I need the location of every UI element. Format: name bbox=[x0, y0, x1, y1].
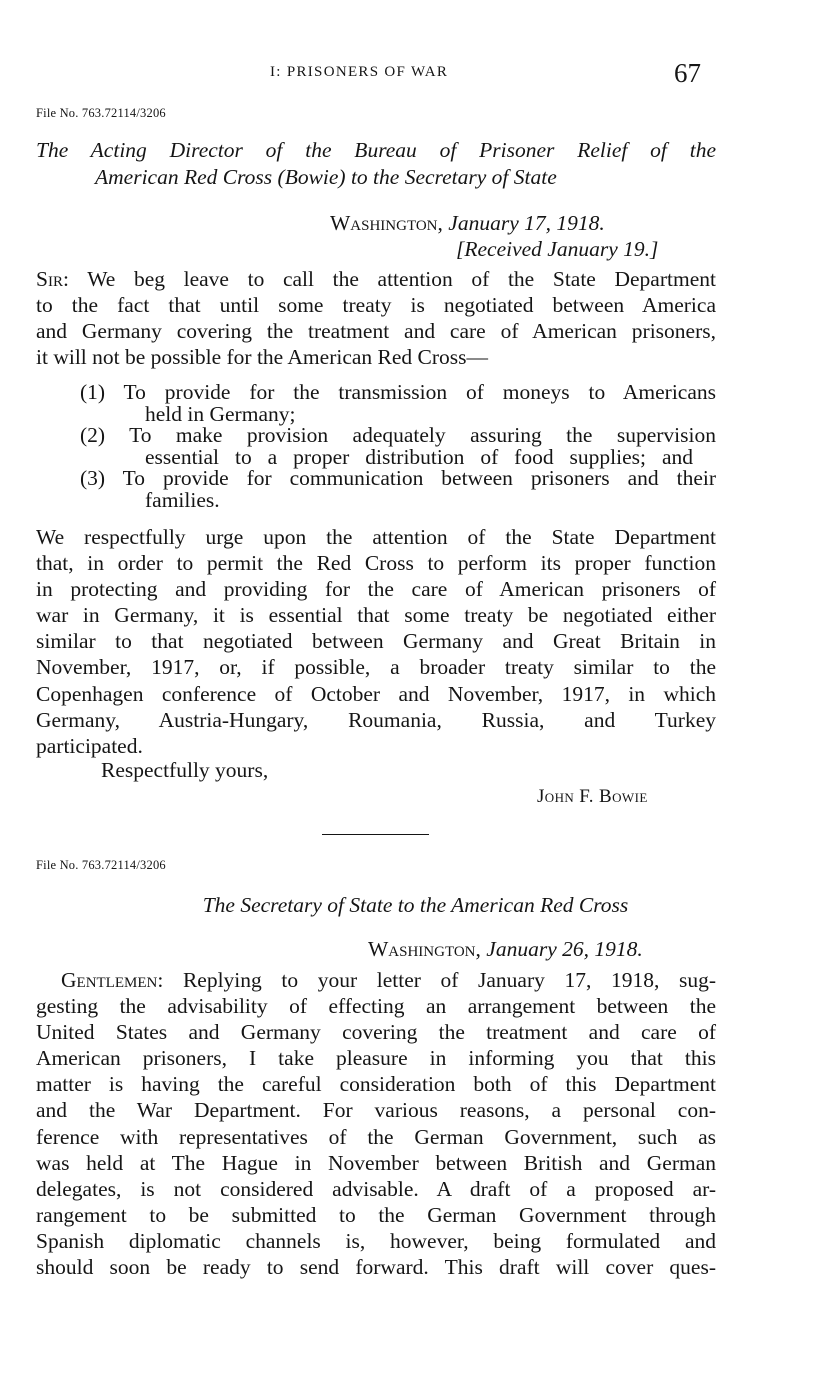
dateline-date: January 26, 1918. bbox=[486, 937, 643, 961]
text-line: participated. bbox=[36, 733, 143, 758]
file-number-value: 763.72114/3206 bbox=[81, 106, 166, 120]
list-item: (3) To provide for communication between prisoners and their bbox=[80, 466, 716, 490]
page-number: 67 bbox=[674, 58, 701, 88]
list-item: (1) To provide for the transmission of moneys to Americans bbox=[80, 380, 716, 404]
text-line: and the War Department. For various reasons, a personal con- bbox=[36, 1098, 716, 1123]
section-divider bbox=[322, 834, 429, 835]
salutation: Gentlemen: bbox=[61, 968, 164, 992]
dateline bbox=[368, 937, 643, 962]
text-line: We respectfully urge upon the attention of the State Department bbox=[36, 525, 716, 549]
text-line: it will not be possible for the American Red Cross— bbox=[36, 345, 489, 370]
text-line: that, in order to permit the Red Cross to perform its proper function bbox=[36, 551, 716, 576]
text-line: gesting the advisability of effecting an arrangement between the bbox=[36, 994, 716, 1019]
salutation: Sir: bbox=[36, 267, 69, 291]
file-label: File No. bbox=[36, 858, 79, 872]
heading-line: The Acting Director of the Bureau of Prisoner Relief of the bbox=[36, 138, 716, 162]
text-line: delegates, is not considered advisable. A draft of a proposed ar- bbox=[36, 1176, 716, 1201]
text-line: rangement to be submitted to the German Government through bbox=[36, 1202, 716, 1227]
paragraph-body bbox=[36, 967, 716, 1280]
text-line: American prisoners, I take pleasure in informing you that this bbox=[36, 1046, 716, 1071]
text-line: Germany, Austria-Hungary, Roumania, Russia, and Turkey bbox=[36, 707, 716, 732]
text-line: Replying to your letter of January 17, 1918, sug- bbox=[182, 968, 716, 992]
paragraph-body bbox=[36, 524, 716, 759]
text-line: similar to that negotiated between Germany and Great Britain in bbox=[36, 629, 716, 654]
letter-heading bbox=[36, 137, 716, 191]
text-line: ference with representatives of the German Government, such as bbox=[36, 1124, 716, 1149]
text-line: We beg leave to call the attention of the State Department bbox=[87, 267, 716, 291]
file-number bbox=[36, 858, 166, 873]
text-line: November, 1917, or, if possible, a broader treaty similar to the bbox=[36, 655, 716, 680]
dateline-place: Washington, bbox=[368, 937, 481, 961]
list-item-continuation: families. bbox=[145, 487, 220, 512]
letter-heading: The Secretary of State to the American Red Cross bbox=[202, 893, 629, 917]
list-item-continuation: essential to a proper distribution of food supplies; and bbox=[145, 444, 693, 469]
text-line: Copenhagen conference of October and November, 1917, in which bbox=[36, 681, 716, 706]
file-number bbox=[36, 106, 166, 121]
text-line: was held at The Hague in November between British and German bbox=[36, 1150, 716, 1175]
running-title: I: PRISONERS OF WAR bbox=[270, 64, 449, 80]
text-line: United States and Germany covering the treatment and care of bbox=[36, 1020, 716, 1045]
signature: John F. Bowie bbox=[537, 786, 648, 807]
text-line: to the fact that until some treaty is negotiated between America bbox=[36, 293, 716, 318]
list-item-continuation: held in Germany; bbox=[145, 401, 296, 426]
paragraph-intro bbox=[36, 266, 716, 370]
text-line: matter is having the careful consideration both of this Department bbox=[36, 1072, 716, 1097]
dateline bbox=[330, 211, 605, 236]
list-item: (2) To make provision adequately assuring the supervision bbox=[80, 423, 716, 447]
text-line: in protecting and providing for the care of American prisoners of bbox=[36, 577, 716, 602]
text-line: war in Germany, it is essential that some treaty be negotiated either bbox=[36, 603, 716, 628]
file-label: File No. bbox=[36, 106, 79, 120]
text-line: Spanish diplomatic channels is, however, being formulated and bbox=[36, 1228, 716, 1253]
dateline-date: January 17, 1918. bbox=[448, 211, 605, 235]
dateline-place: Washington, bbox=[330, 211, 443, 235]
text-line: and Germany covering the treatment and care of American prisoners, bbox=[36, 319, 716, 344]
received-note: [Received January 19.] bbox=[456, 237, 659, 261]
numbered-list bbox=[80, 382, 716, 511]
text-line: should soon be ready to send forward. This draft will cover ques- bbox=[36, 1255, 716, 1280]
file-number-value: 763.72114/3206 bbox=[81, 858, 166, 872]
heading-line: American Red Cross (Bowie) to the Secretary of State bbox=[95, 165, 557, 189]
closing: Respectfully yours, bbox=[101, 758, 269, 782]
